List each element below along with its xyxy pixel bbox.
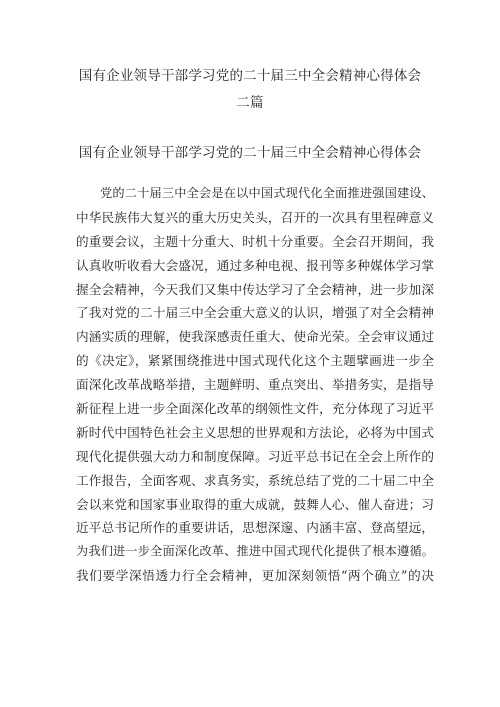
body-line: 了我对党的二十届三中全会重大意义的认识，增强了对全会精神 [76, 305, 434, 321]
body-line: 中华民族伟大复兴的重大历史关头，召开的一次具有里程碑意义 [76, 209, 434, 225]
body-line: 的《决定》，紧紧围绕推进中国式现代化这个主题擘画进一步全 [76, 353, 434, 369]
body-line: 工作报告，全面客观、求真务实，系统总结了党的二十届二中全 [76, 472, 434, 488]
body-line: 现代化提供强大动力和制度保障。习近平总书记在全会上所作的 [76, 448, 434, 464]
body-line: 握全会精神，今天我们又集中传达学习了全会精神，进一步加深 [76, 281, 434, 297]
document-title: 国有企业领导干部学习党的二十届三中全会精神心得体会 [78, 68, 422, 84]
body-line: 为我们进一步全面深化改革、推进中国式现代化提供了根本遵循。 [76, 544, 434, 559]
body-line: 党的二十届三中全会是在以中国式现代化全面推进强国建设、 [100, 186, 434, 200]
body-line: 会以来党和国家事业取得的重大成就，鼓舞人心、催人奋进；习 [76, 496, 434, 512]
body-line: 近平总书记所作的重要讲话，思想深邃、内涵丰富、登高望远， [76, 520, 434, 536]
body-line: 新时代中国特色社会主义思想的世界观和方法论，必将为中国式 [76, 424, 434, 440]
document-subtitle: 二篇 [236, 95, 264, 111]
body-line: 我们要学深悟透力行全会精神，更加深刻领悟“两个确立”的决 [76, 568, 434, 584]
section-title: 国有企业领导干部学习党的二十届三中全会精神心得体会 [78, 145, 422, 161]
body-line: 面深化改革战略举措，主题鲜明、重点突出、举措务实，是指导 [76, 377, 434, 393]
body-line: 新征程上进一步全面深化改革的纲领性文件，充分体现了习近平 [76, 401, 434, 417]
body-line: 内涵实质的理解，使我深感责任重大、使命光荣。全会审议通过 [76, 329, 434, 345]
body-text [76, 182, 434, 588]
body-line: 认真收听收看大会盛况，通过多种电视、报刊等多种媒体学习掌 [76, 257, 434, 273]
body-line: 的重要会议，主题十分重大、时机十分重要。全会召开期间，我 [76, 233, 434, 249]
